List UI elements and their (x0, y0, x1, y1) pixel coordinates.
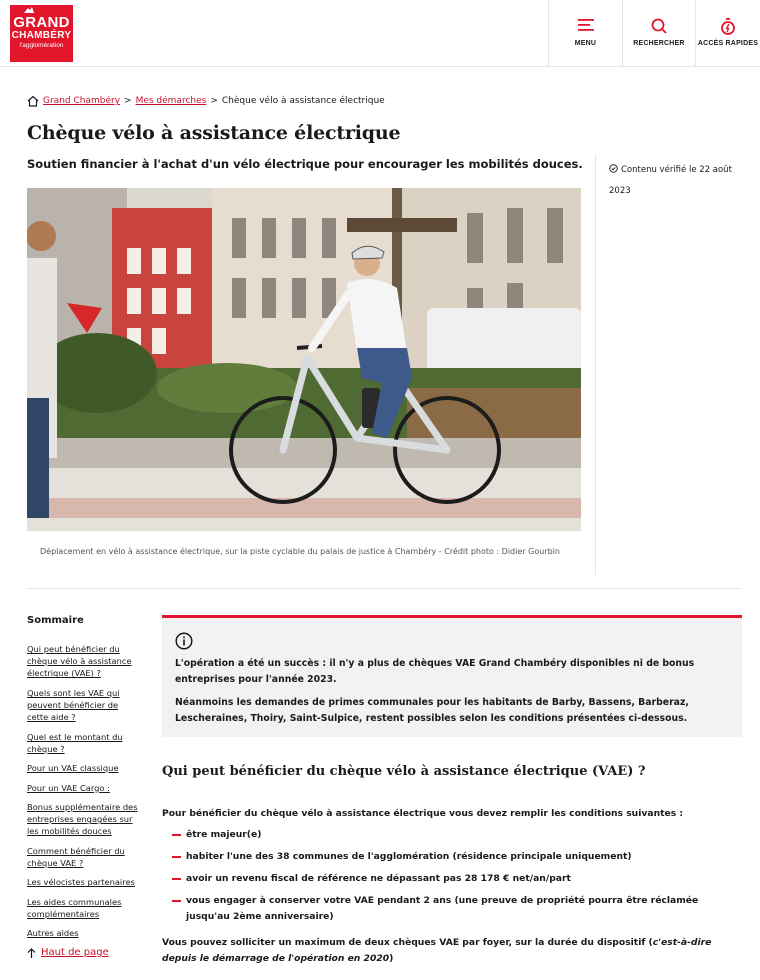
conditions-list (172, 827, 732, 931)
toc-item (27, 876, 142, 888)
table-of-contents (27, 643, 142, 947)
notice-paragraph-1: L'opération a été un succès : il n'y a plus de chèques VAE Grand Chambéry disponibles ni de bonus entreprises pour l'année 2023. (175, 658, 695, 685)
quick-access-label: ACCÈS RAPIDES (697, 40, 759, 47)
breadcrumb-current: Chèque vélo à assistance électrique (221, 96, 385, 106)
conditions-intro: Pour bénéficier du chèque vélo à assistance électrique vous devez remplir les conditions suivantes : (162, 808, 684, 819)
breadcrumb-link-mes-demarches[interactable]: Mes démarches (135, 96, 207, 106)
verified-date-line-2: 2023 (609, 186, 631, 196)
search-button[interactable] (622, 0, 695, 66)
toc-link-bonus-entreprises[interactable]: Bonus supplémentaire des entreprises engagées sur les mobilités douces (27, 801, 138, 837)
toc-link-qui-peut-beneficier[interactable]: Qui peut bénéficier du chèque vélo à assistance électrique (VAE) ? (27, 644, 132, 679)
search-icon (651, 18, 667, 34)
home-icon (27, 95, 39, 107)
toc-item (27, 782, 142, 794)
toc-item (27, 687, 142, 724)
toc-link-aides-communales[interactable]: Les aides communales complémentaires (27, 896, 122, 919)
logo-line-3: l'agglomération (19, 42, 64, 49)
back-to-top-link[interactable]: Haut de page (41, 947, 109, 958)
arrow-up-icon (27, 948, 36, 958)
toc-item (27, 845, 142, 869)
condition-item: avoir un revenu fiscal de référence ne dépassant pas 28 178 € net/an/part (172, 871, 732, 887)
closing-text: Vous pouvez solliciter un maximum de deux chèques VAE par foyer, sur la durée du dispositif ( (162, 937, 653, 948)
toc-link-montant[interactable]: Quel est le montant du chèque ? (27, 731, 123, 754)
page-subtitle: Soutien financier à l'achat d'un vélo électrique pour encourager les mobilités douces. (27, 157, 583, 171)
toc-link-vae-classique[interactable]: Pour un VAE classique (27, 763, 119, 774)
toc-link-comment-beneficier[interactable]: Comment bénéficier du chèque VAE ? (27, 845, 125, 868)
logo-line-1: GRAND (13, 14, 70, 31)
condition-item: habiter l'une des 38 communes de l'agglomération (résidence principale uniquement) (172, 849, 732, 865)
back-to-top (27, 947, 109, 958)
mountain-peak-icon (24, 7, 34, 13)
breadcrumb-link-home[interactable]: Grand Chambéry (43, 96, 121, 106)
column-divider (595, 155, 596, 575)
closing-paragraph (162, 935, 722, 967)
cyclist-photo (27, 188, 581, 531)
toc-item (27, 643, 142, 680)
closing-italic: c'est-à-dire depuis le démarrage de l'opération en 2020 (162, 937, 712, 964)
toc-item (27, 927, 142, 939)
condition-item: vous engager à conserver votre VAE pendant 2 ans (une preuve de propriété pourra être réclamée jusqu'au 2ème anniversaire) (172, 893, 732, 925)
closing-end: ) (389, 953, 394, 964)
hero-image (27, 188, 581, 531)
check-circle-icon (609, 164, 618, 173)
menu-label: MENU (574, 40, 597, 47)
toc-item (27, 731, 142, 755)
toc-link-vae-cargo[interactable]: Pour un VAE Cargo : (27, 782, 110, 793)
hamburger-icon (578, 18, 594, 32)
toc-item (27, 801, 142, 838)
toc-link-quels-vae[interactable]: Quels sont les VAE qui peuvent bénéficier de cette aide ? (27, 687, 120, 723)
grand-chambery-logo[interactable] (10, 5, 73, 62)
verified-date-line-1: Contenu vérifié le 22 août (621, 165, 732, 175)
page-title: Chèque vélo à assistance électrique (27, 122, 401, 144)
toc-item (27, 762, 142, 774)
section-title-qui-peut-beneficier: Qui peut bénéficier du chèque vélo à assistance électrique (VAE) ? (162, 764, 646, 779)
menu-button[interactable] (548, 0, 622, 66)
toc-link-autres-aides[interactable]: Autres aides (27, 928, 79, 939)
photo-caption: Déplacement en vélo à assistance électrique, sur la piste cyclable du palais de justice à Chambéry - Crédit photo : Didier Gourbin (40, 547, 560, 556)
toc-title: Sommaire (27, 615, 84, 626)
logo-line-2: CHAMBÉRY (11, 30, 72, 41)
site-header (0, 0, 760, 67)
search-label: RECHERCHER (633, 40, 685, 47)
breadcrumb-separator: > (124, 96, 132, 106)
toc-item (27, 896, 142, 920)
breadcrumb-separator: > (210, 96, 218, 106)
breadcrumb (27, 94, 385, 108)
condition-item: être majeur(e) (172, 827, 732, 843)
notice-paragraph-2: Néanmoins les demandes de primes communales pour les habitants de Barby, Bassens, Barberaz, Lescheraines, Thoiry, Saint-Sulpice, restent possibles selon les conditions présentées ci-dessous. (175, 697, 689, 724)
section-separator (27, 588, 742, 589)
quick-access-button[interactable] (695, 0, 760, 66)
toc-link-velocistes[interactable]: Les vélocistes partenaires (27, 877, 135, 888)
info-icon (175, 632, 193, 650)
content-verified-note (609, 160, 749, 202)
info-notice (162, 615, 742, 737)
stopwatch-icon (720, 18, 736, 35)
